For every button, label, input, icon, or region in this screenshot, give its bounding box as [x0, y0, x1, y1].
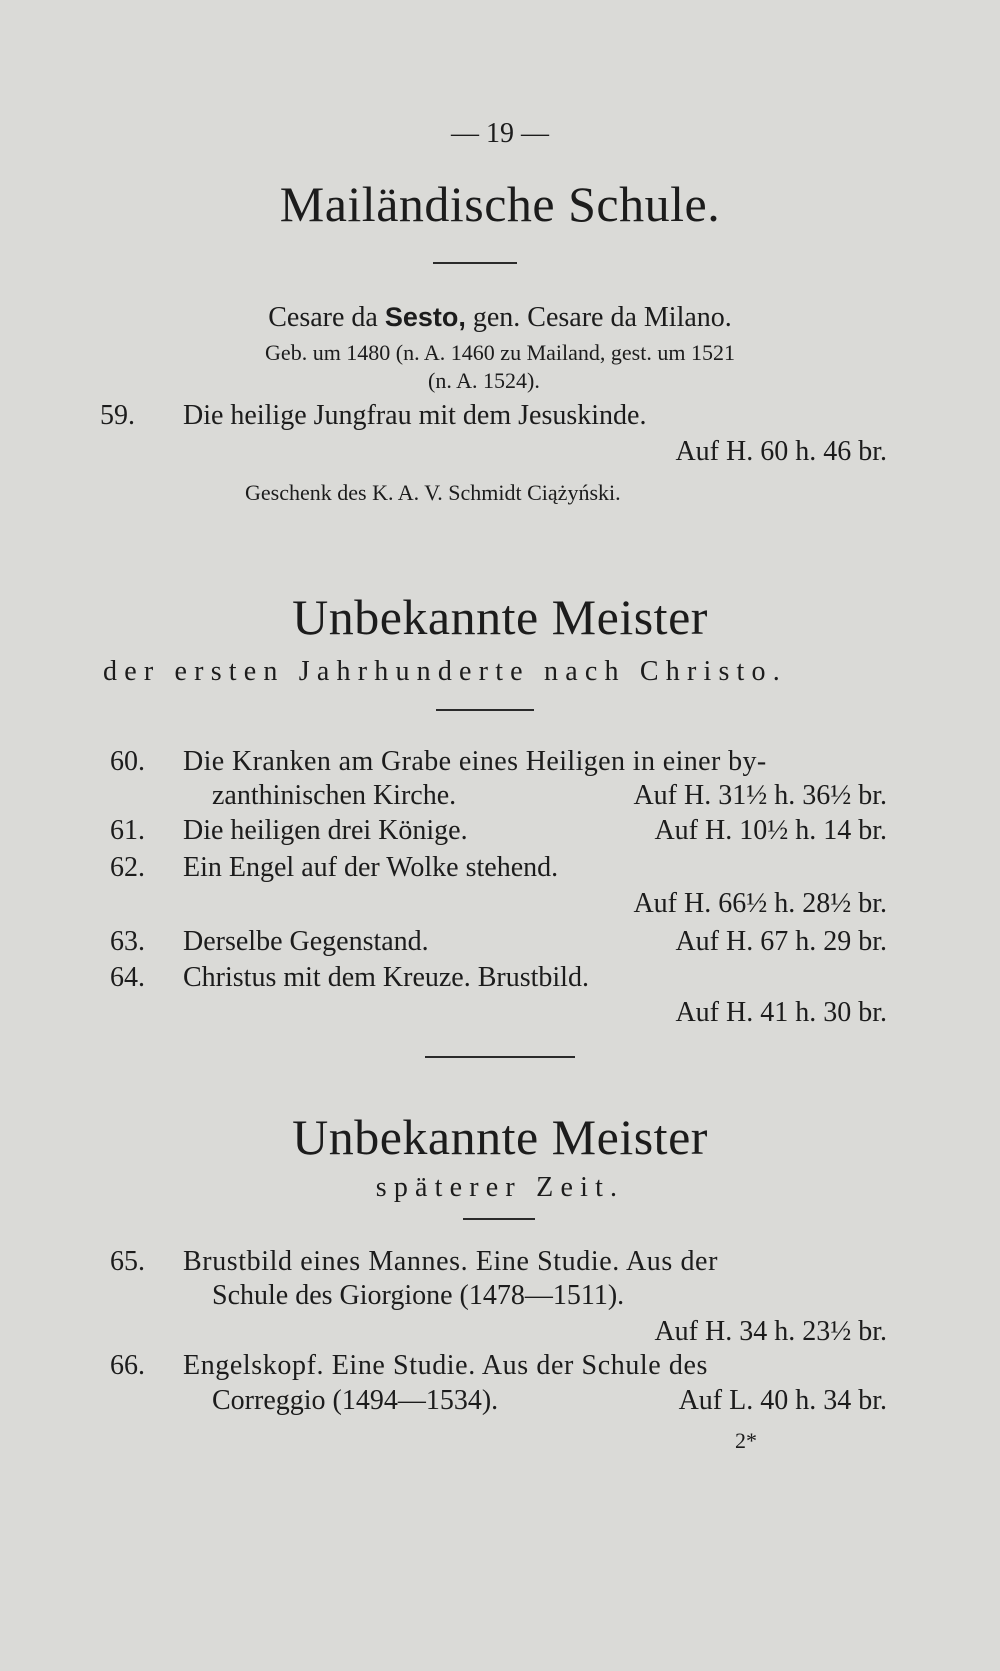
section-divider [433, 262, 517, 264]
entry-title: Die Kranken am Grabe eines Heiligen in einer by- [183, 746, 767, 777]
entry-dimensions: Auf H. 10½ h. 14 br. [654, 815, 887, 846]
entry-title: Derselbe Gegenstand. [183, 926, 429, 957]
entry-dimensions: Auf H. 66½ h. 28½ br. [633, 888, 887, 919]
entry-title: Die heiligen drei Könige. [183, 815, 468, 846]
entry-note: Geschenk des K. A. V. Schmidt Ciążyński. [245, 480, 621, 505]
entry-dimensions: Auf H. 41 h. 30 br. [675, 997, 887, 1028]
entry-dimensions: Auf H. 34 h. 23½ br. [654, 1316, 887, 1347]
entry-number: 60. [110, 746, 145, 777]
entry-title: Ein Engel auf der Wolke stehend. [183, 852, 559, 883]
entry-dimensions: Auf H. 60 h. 46 br. [675, 436, 887, 467]
section-divider [425, 1056, 575, 1058]
section-title-milanese-school: Mailändische Schule. [279, 176, 721, 232]
section-divider [463, 1218, 535, 1220]
signature-mark: 2* [735, 1428, 757, 1453]
entry-number: 61. [110, 815, 145, 846]
section-subtitle: späterer Zeit. [375, 1172, 625, 1203]
section-title-unknown-masters-later: Unbekannte Meister [292, 1109, 708, 1165]
entry-title-continued: Correggio (1494—1534). [212, 1385, 499, 1416]
section-title-unknown-masters: Unbekannte Meister [292, 589, 708, 645]
entry-number: 59. [100, 400, 135, 431]
entry-dimensions: Auf H. 67 h. 29 br. [675, 926, 887, 957]
section-divider [436, 709, 534, 711]
entry-title: Engelskopf. Eine Studie. Aus der Schule des [183, 1350, 709, 1381]
page-number: — 19 — [451, 118, 549, 149]
entry-dimensions: Auf L. 40 h. 34 br. [678, 1385, 887, 1416]
artist-name: Cesare da Sesto, gen. Cesare da Milano. [268, 302, 732, 333]
entry-number: 62. [110, 852, 145, 883]
entry-title: Brustbild eines Mannes. Eine Studie. Aus der [183, 1246, 719, 1277]
entry-title-continued: zanthinischen Kirche. [212, 780, 457, 811]
entry-title: Die heilige Jungfrau mit dem Jesuskinde. [183, 400, 647, 431]
artist-dates-line1: Geb. um 1480 (n. A. 1460 zu Mailand, gest. um 1521 [265, 340, 735, 365]
section-subtitle: der ersten Jahrhunderte nach Christo. [103, 656, 787, 687]
entry-number: 64. [110, 962, 145, 993]
entry-number: 63. [110, 926, 145, 957]
entry-number: 65. [110, 1246, 145, 1277]
entry-title: Christus mit dem Kreuze. Brustbild. [183, 962, 589, 993]
entry-title-continued: Schule des Giorgione (1478—1511). [212, 1280, 625, 1311]
entry-dimensions: Auf H. 31½ h. 36½ br. [633, 780, 887, 811]
entry-number: 66. [110, 1350, 145, 1381]
artist-dates-line2: (n. A. 1524). [428, 368, 540, 393]
